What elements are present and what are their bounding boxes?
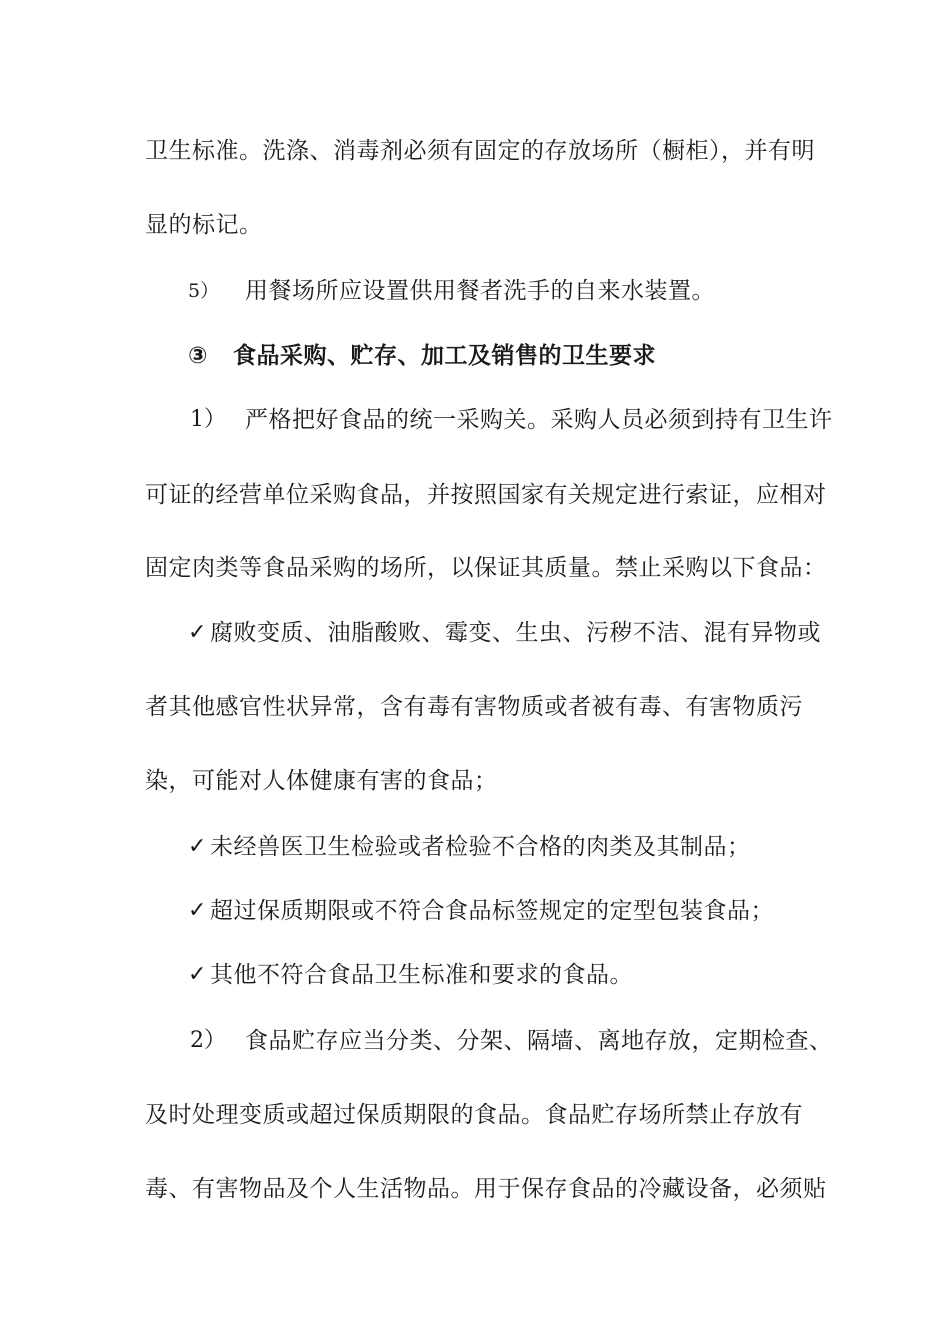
paragraph-line: 卫生标准。洗涤、消毒剂必须有固定的存放场所（橱柜），并有明: [145, 138, 815, 164]
paragraph-line: 染，可能对人体健康有害的食品；: [145, 768, 498, 794]
check-icon: ✓: [188, 834, 207, 859]
paragraph-line: 及时处理变质或超过保质期限的食品。食品贮存场所禁止存放有: [145, 1102, 803, 1128]
paragraph-line: 可证的经营单位采购食品，并按照国家有关规定进行索证，应相对: [145, 482, 827, 508]
list-item-text: 用餐场所应设置供用餐者洗手的自来水装置。: [245, 278, 715, 304]
section-number: ③: [188, 343, 208, 369]
paragraph-line: 严格把好食品的统一采购关。采购人员必须到持有卫生许: [245, 407, 833, 433]
check-icon: ✓: [188, 898, 207, 923]
paragraph-line: 固定肉类等食品采购的场所，以保证其质量。禁止采购以下食品：: [145, 555, 827, 581]
section-heading: 食品采购、贮存、加工及销售的卫生要求: [233, 343, 656, 369]
list-number: 2）: [190, 1028, 226, 1053]
bullet-text: 腐败变质、油脂酸败、霉变、生虫、污秽不洁、混有异物或: [210, 620, 821, 646]
bullet-text: 超过保质期限或不符合食品标签规定的定型包装食品；: [210, 898, 774, 924]
check-icon: ✓: [188, 620, 207, 645]
bullet-text: 未经兽医卫生检验或者检验不合格的肉类及其制品；: [210, 834, 751, 860]
list-number: 1）: [190, 407, 226, 432]
check-icon: ✓: [188, 962, 207, 987]
bullet-text: 其他不符合食品卫生标准和要求的食品。: [210, 962, 633, 988]
paragraph-line: 者其他感官性状异常，含有毒有害物质或者被有毒、有害物质污: [145, 694, 803, 720]
paragraph-line: 毒、有害物品及个人生活物品。用于保存食品的冷藏设备，必须贴: [145, 1176, 827, 1202]
paragraph-line: 食品贮存应当分类、分架、隔墙、离地存放，定期检查、: [245, 1028, 833, 1054]
list-number: 5）: [188, 280, 220, 302]
paragraph-line: 显的标记。: [145, 212, 263, 238]
